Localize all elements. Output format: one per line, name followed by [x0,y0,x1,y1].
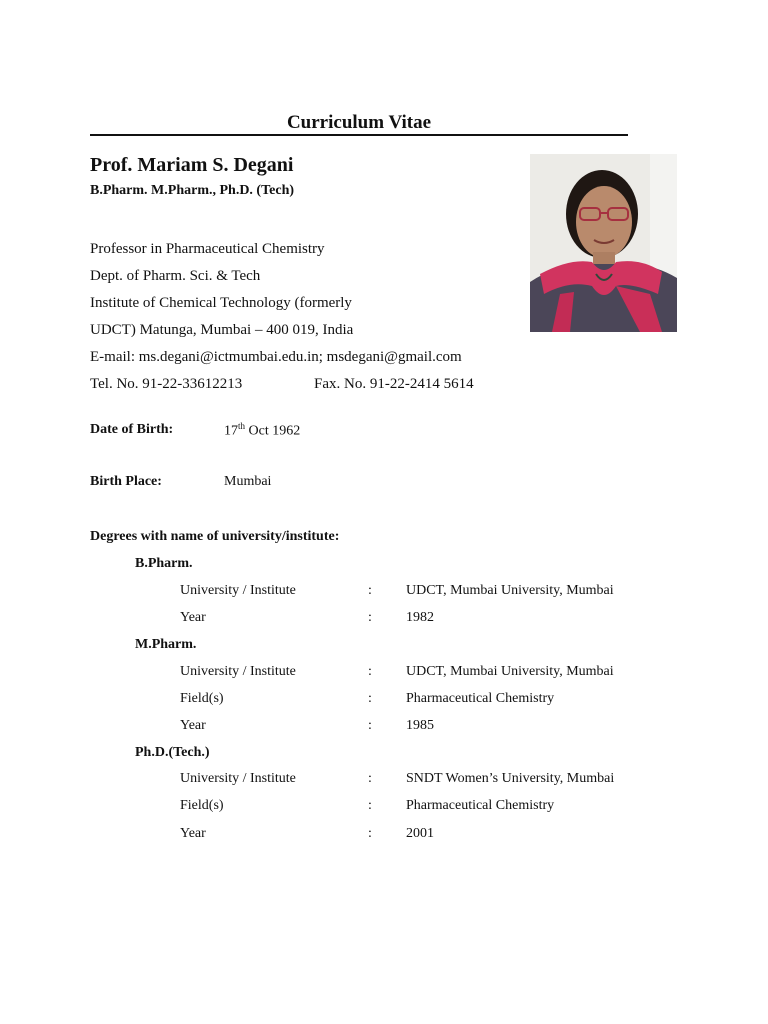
field-colon: : [368,583,372,598]
degree-name: Ph.D.(Tech.) [135,745,210,760]
field-colon: : [368,691,372,706]
email-line: E-mail: ms.degani@ictmumbai.edu.in; msdegani@gmail.com [90,349,462,365]
degrees-heading: Degrees with name of university/institute: [90,529,340,544]
field-colon: : [368,798,372,813]
field-label: Year [180,826,206,841]
address-line: Dept. of Pharm. Sci. & Tech [90,268,261,284]
field-value: SNDT Women’s University, Mumbai [406,771,615,786]
dob-value: 17th Oct 1962 [224,421,301,439]
field-label: University / Institute [180,771,296,786]
field-value: 1985 [406,718,434,733]
field-value: UDCT, Mumbai University, Mumbai [406,664,614,679]
field-value: Pharmaceutical Chemistry [406,798,555,813]
field-label: University / Institute [180,664,296,679]
birth-place-label: Birth Place: [90,474,162,489]
person-name: Prof. Mariam S. Degani [90,154,294,176]
profile-photo [530,154,677,332]
field-value: Pharmaceutical Chemistry [406,691,555,706]
birth-place-value: Mumbai [224,474,272,489]
address-line: Institute of Chemical Technology (formerly [90,295,352,311]
field-label: University / Institute [180,583,296,598]
telephone: Tel. No. 91-22-33612213 [90,376,243,392]
qualifications: B.Pharm. M.Pharm., Ph.D. (Tech) [90,183,295,198]
field-colon: : [368,664,372,679]
field-value: 2001 [406,826,434,841]
dob-label: Date of Birth: [90,422,174,437]
field-colon: : [368,718,372,733]
address-line: UDCT) Matunga, Mumbai – 400 019, India [90,322,354,338]
field-label: Year [180,718,206,733]
field-colon: : [368,826,372,841]
address-line: Professor in Pharmaceutical Chemistry [90,241,325,257]
field-value: UDCT, Mumbai University, Mumbai [406,583,614,598]
field-colon: : [368,771,372,786]
page-title: Curriculum Vitae [286,112,432,133]
fax: Fax. No. 91-22-2414 5614 [314,376,474,392]
field-label: Field(s) [180,691,224,706]
degree-name: M.Pharm. [135,637,197,652]
degree-name: B.Pharm. [135,556,193,571]
field-value: 1982 [406,610,434,625]
title-underline [90,134,628,136]
field-label: Field(s) [180,798,224,813]
field-label: Year [180,610,206,625]
field-colon: : [368,610,372,625]
